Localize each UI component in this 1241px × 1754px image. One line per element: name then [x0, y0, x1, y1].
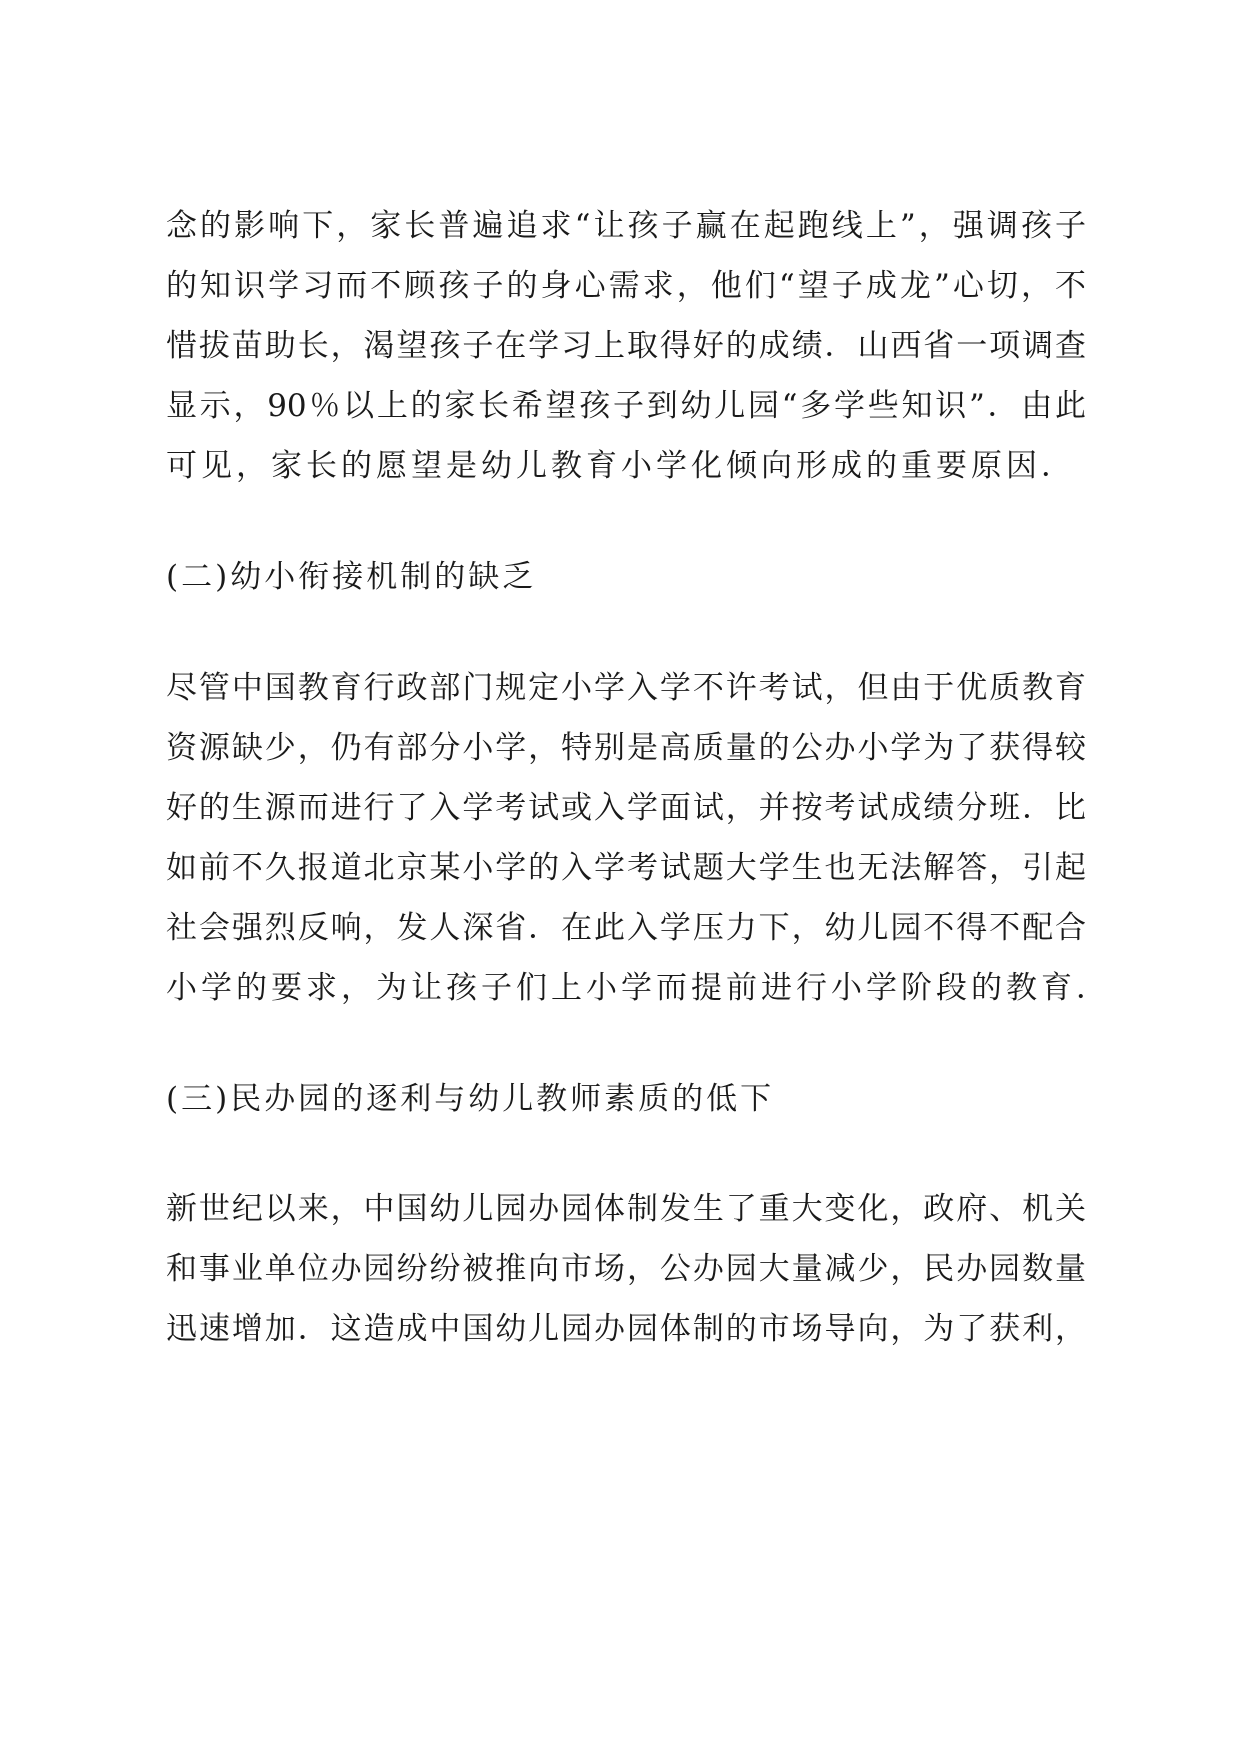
paragraph-2-line-2: 资源缺少，仍有部分小学，特别是高质量的公办小学为了获得较	[166, 730, 1086, 766]
paragraph-1-line-5: 可见，家长的愿望是幼儿教育小学化倾向形成的重要原因．	[166, 448, 1076, 484]
paragraph-3-line-3: 迅速增加．这造成中国幼儿园办园体制的市场导向，为了获利，	[166, 1311, 1086, 1347]
paragraph-1-line-3: 惜拔苗助长，渴望孩子在学习上取得好的成绩．山西省一项调查	[166, 328, 1086, 364]
paragraph-3-line-2: 和事业单位办园纷纷被推向市场，公办园大量减少，民办园数量	[166, 1251, 1086, 1287]
paragraph-1-line-2: 的知识学习而不顾孩子的身心需求，他们“望子成龙”心切，不	[166, 268, 1086, 304]
section-heading-2: (二)幼小衔接机制的缺乏	[166, 559, 537, 595]
section-heading-3: (三)民办园的逐利与幼儿教师素质的低下	[166, 1081, 775, 1117]
paragraph-3-line-1: 新世纪以来，中国幼儿园办园体制发生了重大变化，政府、机关	[166, 1191, 1086, 1227]
paragraph-2-line-6: 小学的要求，为让孩子们上小学而提前进行小学阶段的教育．	[166, 970, 1111, 1006]
paragraph-2-line-4: 如前不久报道北京某小学的入学考试题大学生也无法解答，引起	[166, 850, 1086, 886]
paragraph-1-line-1: 念的影响下，家长普遍追求“让孩子赢在起跑线上”，强调孩子	[166, 208, 1086, 244]
paragraph-2-line-5: 社会强烈反响，发人深省．在此入学压力下，幼儿园不得不配合	[166, 910, 1086, 946]
paragraph-1-line-4: 显示，90％以上的家长希望孩子到幼儿园“多学些知识”．由此	[166, 388, 1086, 424]
paragraph-2-line-3: 好的生源而进行了入学考试或入学面试，并按考试成绩分班．比	[166, 790, 1086, 826]
paragraph-2-line-1: 尽管中国教育行政部门规定小学入学不许考试，但由于优质教育	[166, 670, 1086, 706]
